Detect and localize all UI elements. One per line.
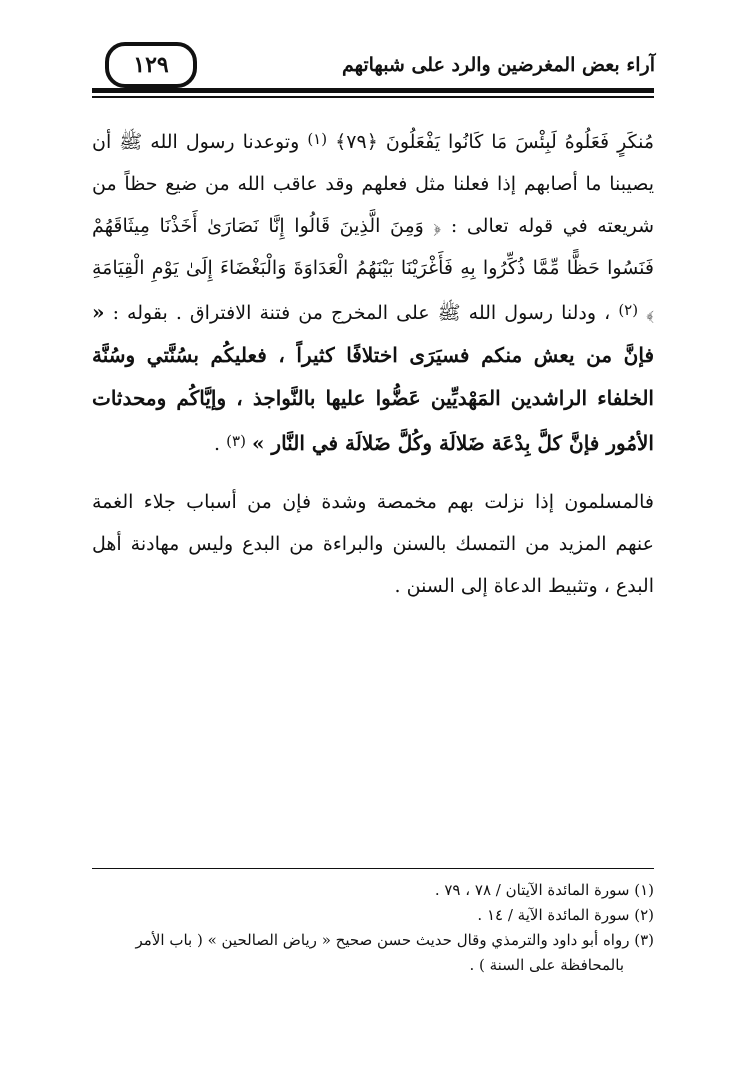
paragraph-1-rest: ﷺ أن يصيبنا ما أصابهم إذا فعلنا مثل فعلهم وقد عاقب الله من ضيع حظاً من شريعته في قوله تعالى : <box>92 131 655 237</box>
page-number-badge <box>105 42 197 88</box>
running-title: آراء بعض المغرضين والرد على شبهاتهم <box>341 54 655 76</box>
paragraph-1-line1-tail: وتوعدنا رسول الله <box>150 131 300 153</box>
page-header <box>95 40 655 90</box>
footnote-separator <box>92 868 654 869</box>
hadith-quote: « فإنَّ من يعش منكم فسيَرَى اختلافًا كثيراً ، فعليكُم بسُنَّتي وسُنَّة الخلفاء الراشدين المَهْديِّين عَضُّوا عليها بالنَّواجذ ، وإيَّاكُم ومحدثات الأمُور فإنَّ كلَّ بِدْعَة ضَلالَة وكُلَّ ضَلالَة في النَّار » <box>92 300 654 455</box>
header-rule-thin <box>92 96 654 98</box>
paragraph-1: مُنكَرٍ فَعَلُوهُ لَبِئْسَ مَا كَانُوا يَفْعَلُونَ ﴿٧٩﴾ $^{(١)}$ وتوعدنا رسول الله ﷺ أن يصيبنا ما أصابهم إذا فعلنا مثل فعلهم وقد عاقب الله من ضيع حظاً من شريعته في قوله تعالى : ﴿ وَمِنَ الَّذِينَ قَالُوا إِنَّا نَصَارَىٰ أَخَذْنَا مِيثَاقَهُمْ فَنَسُوا حَظًّا مِّمَّا ذُكِّرُوا بِهِ فَأَغْرَيْنَا بَيْنَهُمُ الْعَدَاوَةَ وَالْبَغْضَاءَ إِلَىٰ يَوْمِ الْقِيَامَةِ ﴾ $^{(٢)}$ ، ودلنا رسول الله ﷺ على المخرج من فتنة الافتراق . بقوله : « فإنَّ من يعش منكم فسيَرَى اختلافًا كثيراً ، فعليكُم بسُنَّتي وسُنَّة الخلفاء الراشدين المَهْديِّين عَضُّوا عليها بالنَّواجذ ، وإيَّاكُم ومحدثات الأمُور فإنَّ كلَّ بِدْعَة ضَلالَة وكُلَّ ضَلالَة في النَّار » $^{(٣)}$ . <box>92 130 655 455</box>
footnote-1: (١) سورة المائدة الآيتان / ٧٨ ، ٧٩ . <box>434 881 654 899</box>
footnote-3-line2: بالمحافظة على السنة ) . <box>469 956 624 974</box>
hadith-intro: ، ودلنا رسول الله ﷺ على المخرج من فتنة الافتراق . بقوله : <box>112 302 611 324</box>
header-rule-thick <box>92 88 654 93</box>
paragraph-2: فالمسلمون إذا نزلت بهم مخمصة وشدة فإن من أسباب جلاء الغمة عنهم المزيد من التمسك بالسنن والبراءة من البدع وليس مهادنة أهل البدع ، وتثبيط الدعاة إلى السنن . <box>92 491 654 597</box>
footnote-ref-2: (٢) <box>618 301 639 319</box>
footnote-ref-1: (١) <box>307 130 328 148</box>
footnote-2: (٢) سورة المائدة الآية / ١٤ . <box>477 906 654 924</box>
main-text <box>92 118 654 607</box>
footnote-3-line1: (٣) رواه أبو داود والترمذي وقال حديث حسن صحيح « رياض الصالحين » ( باب الأمر <box>135 931 654 949</box>
footnotes <box>92 878 654 978</box>
verse-2: ﴿ وَمِنَ الَّذِينَ قَالُوا إِنَّا نَصَارَىٰ أَخَذْنَا مِيثَاقَهُمْ فَنَسُوا حَظًّا مِّمَّا ذُكِّرُوا بِهِ فَأَغْرَيْنَا بَيْنَهُمُ الْعَدَاوَةَ وَالْبَغْضَاءَ إِلَىٰ يَوْمِ الْقِيَامَةِ ﴾ <box>92 215 654 324</box>
footnote-ref-3: (٣) <box>226 432 246 450</box>
verse-1: مُنكَرٍ فَعَلُوهُ لَبِئْسَ مَا كَانُوا يَفْعَلُونَ ﴿٧٩﴾ <box>335 131 655 153</box>
page-number: ١٢٩ <box>133 52 169 78</box>
